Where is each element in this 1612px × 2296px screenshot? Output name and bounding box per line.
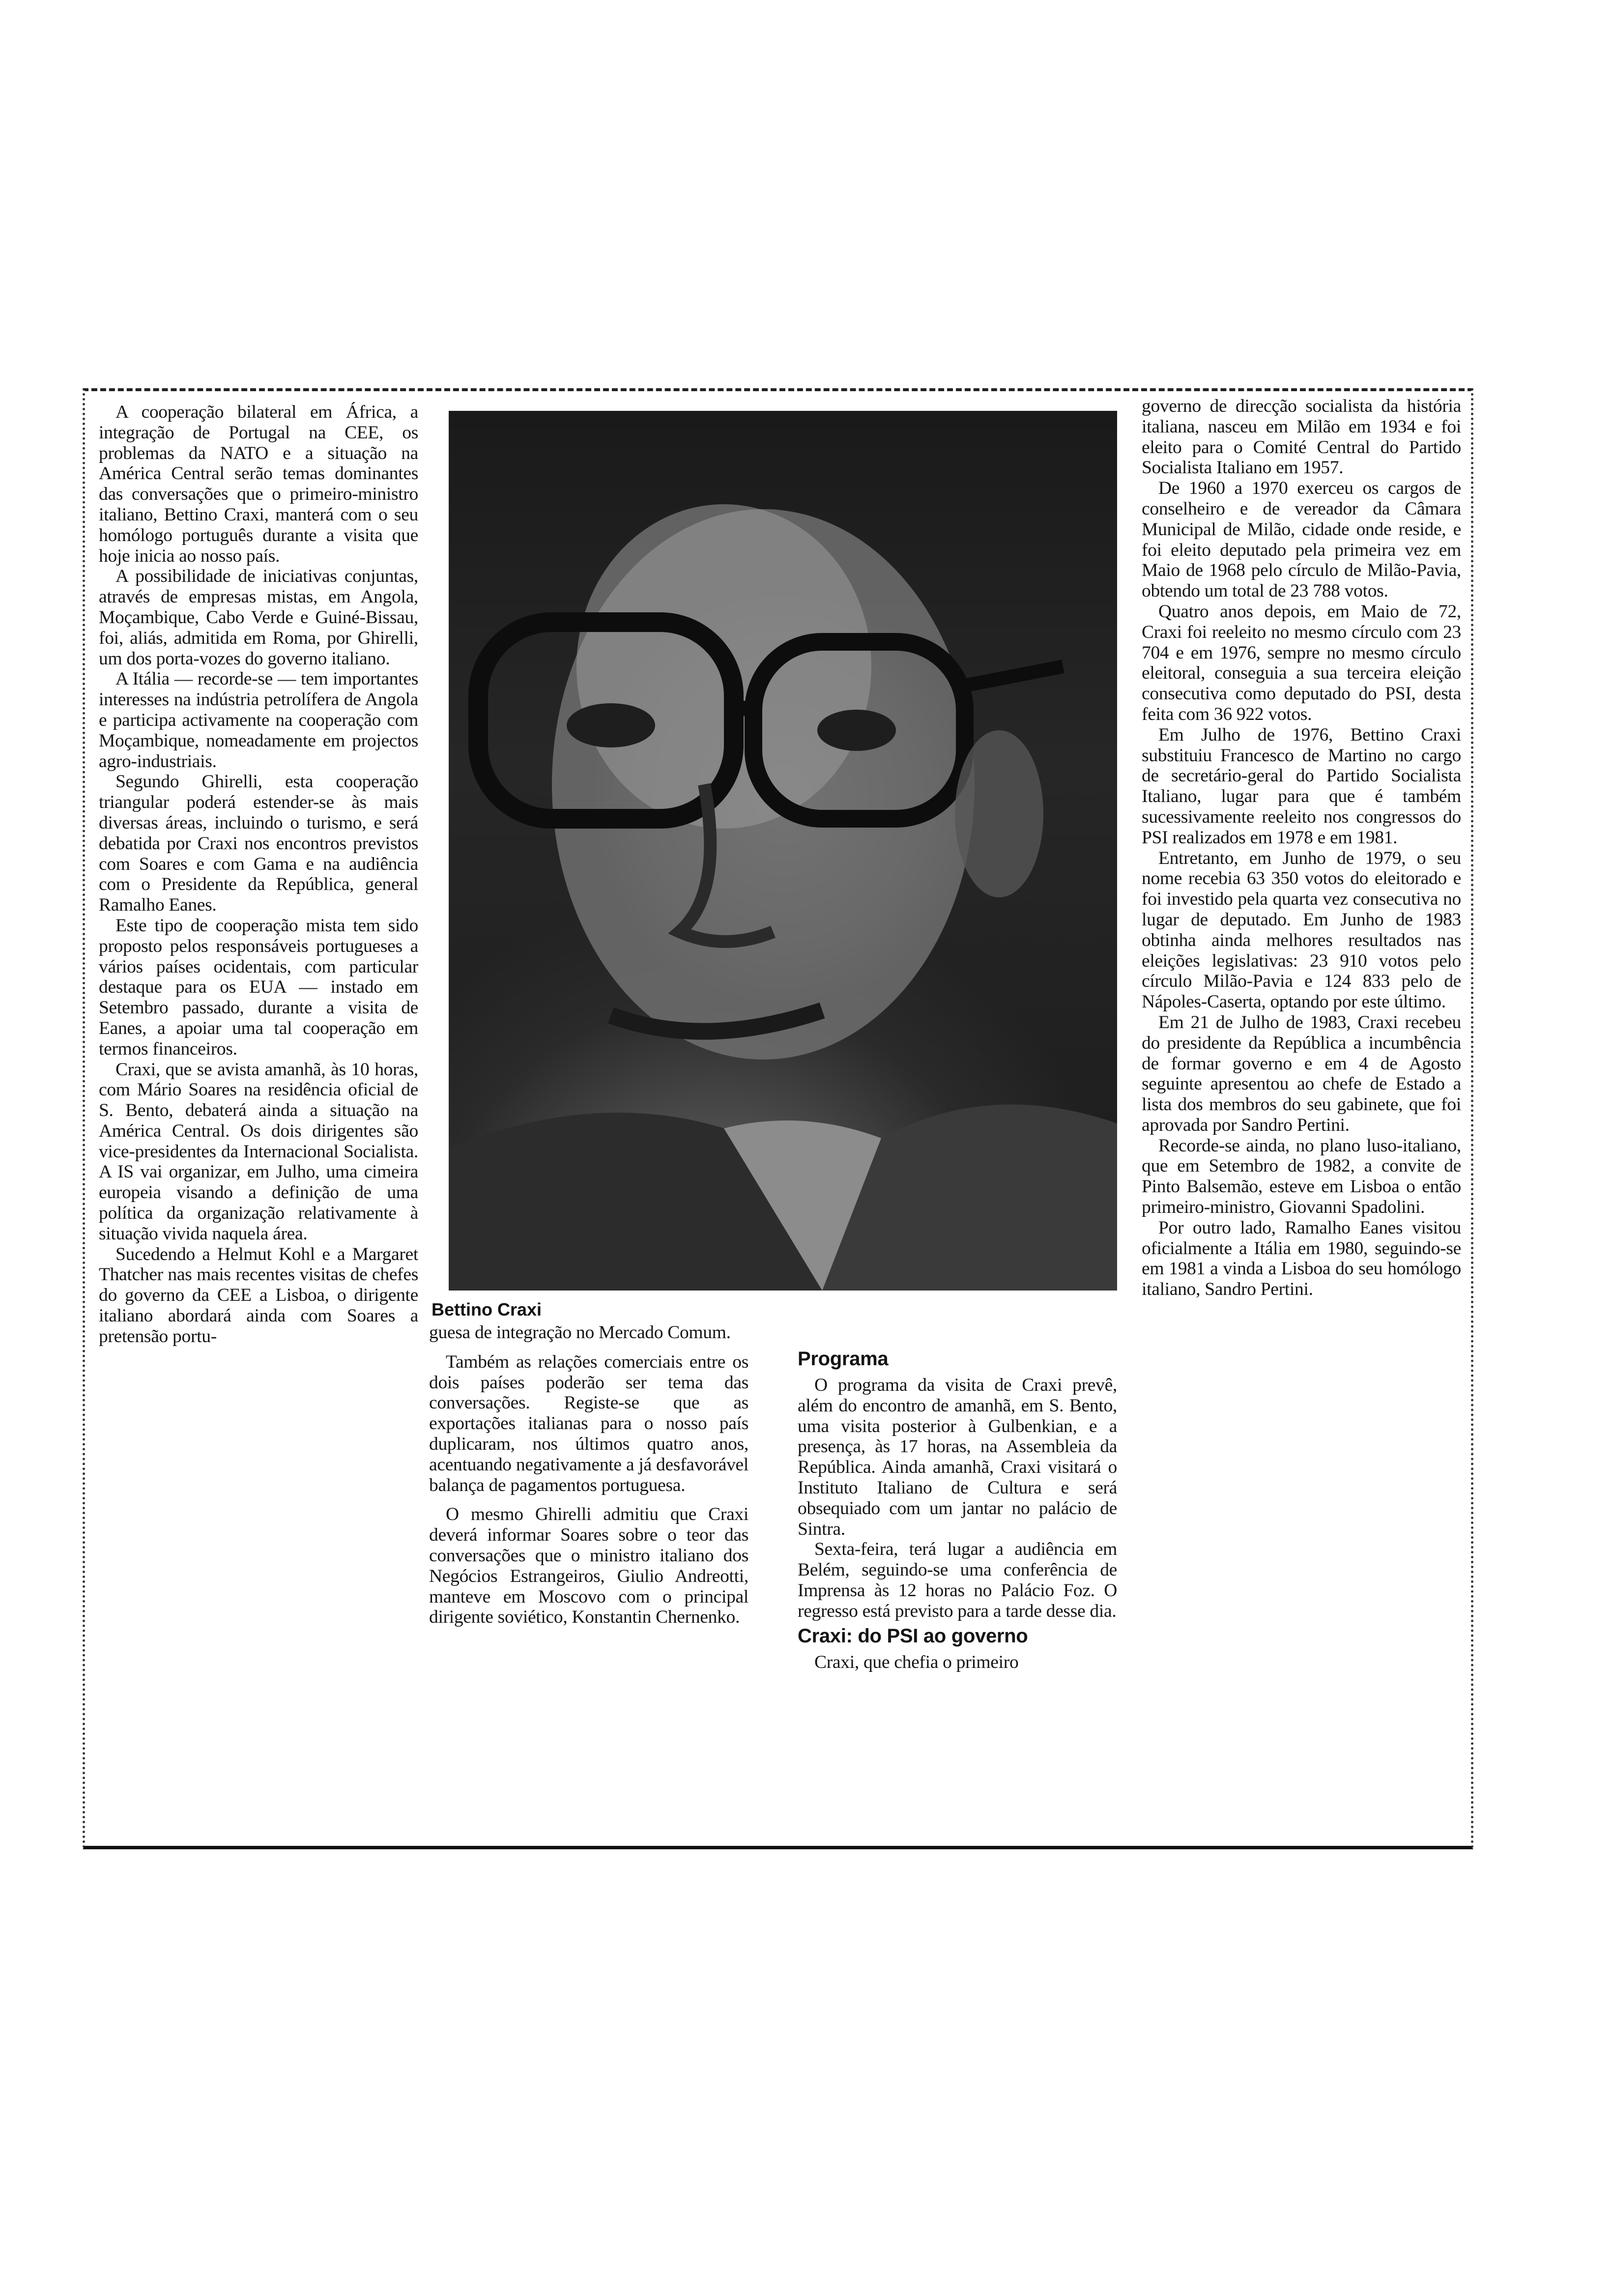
paragraph: Recorde-se ainda, no plano luso-italiano, que em Setembro de 1982, a convite de Pinto Balsemão, esteve em Lisboa o então primeiro-ministro, Giovanni Spadolini.: [1142, 1135, 1461, 1218]
paragraph: Sexta-feira, terá lugar a audiência em Belém, seguindo-se uma conferência de Imprensa às 12 horas no Palácio Foz. O regresso está previsto para a tarde desse dia.: [798, 1539, 1117, 1621]
newspaper-clipping: [83, 388, 1473, 1849]
paragraph: Por outro lado, Ramalho Eanes visitou oficialmente a Itália em 1980, seguindo-se em 1981 a vinda a Lisboa do seu homólogo italiano, Sandro Pertini.: [1142, 1217, 1461, 1300]
paragraph: O programa da visita de Craxi prevê, além do encontro de amanhã, em S. Bento, uma visita posterior à Gulbenkian, e a presença, às 17 horas, na Assembleia da República. Ainda amanhã, Craxi visitará o Instituto Italiano de Cultura e será obsequiado com um jantar no palácio de Sintra.: [798, 1375, 1117, 1539]
paragraph: Craxi, que se avista amanhã, às 10 horas, com Mário Soares na residência oficial de S. Bento, debaterá ainda a situação na América Central. Os dois dirigentes são vice-presidentes da Internacional Socialista. A IS vai organizar, em Julho, uma cimeira europeia visando a definição de uma política da organização relativamente à situação vivida naquela área.: [99, 1059, 418, 1244]
paragraph: Craxi, que chefia o primeiro: [814, 1652, 1019, 1672]
paragraph: De 1960 a 1970 exerceu os cargos de conselheiro e de vereador da Câmara Municipal de Milão, cidade onde reside, e foi eleito deputado pela primeira vez em Maio de 1968 pelo círculo de Milão-Pavia, obtendo um total de 23 788 votos.: [1142, 478, 1461, 602]
paragraph: A cooperação bilateral em África, a integração de Portugal na CEE, os problemas da NATO e a situação na América Central serão temas dominantes das conversações que o primeiro-ministro italiano, Bettino Craxi, manterá com o seu homólogo português durante a visita que hoje inicia ao nosso país.: [99, 402, 418, 566]
paragraph: Segundo Ghirelli, esta cooperação triangular poderá estender-se às mais diversas áreas, incluindo o turismo, e será debatida por Craxi nos encontros previstos com Soares e com Gama e na audiência com o Presidente da República, general Ramalho Eanes.: [99, 772, 418, 916]
article-column-4: [1142, 396, 1461, 1300]
paragraph: Em 21 de Julho de 1983, Craxi recebeu do presidente da República a incumbência de formar governo e em 4 de Agosto seguinte apresentou ao chefe de Estado a lista dos membros do seu gabinete, que foi aprovada por Sandro Pertini.: [1142, 1012, 1461, 1135]
section-heading-programa: Programa: [798, 1348, 889, 1370]
paragraph: Quatro anos depois, em Maio de 72, Craxi foi reeleito no mesmo círculo com 23 704 e em 1976, sempre no mesmo círculo eleitoral, conseguia a sua terceira eleição consecutiva como deputado do PSI, desta feita com 36 922 votos.: [1142, 601, 1461, 724]
paragraph: A Itália — recorde-se — tem importantes interesses na indústria petrolífera de Angola e participa activamente na cooperação com Moçambique, nomeadamente em projectos agro-industriais.: [99, 669, 418, 772]
portrait-photo: [449, 411, 1117, 1291]
article-column-2: [429, 1322, 748, 1628]
paragraph: Sucedendo a Helmut Kohl e a Margaret Thatcher nas mais recentes visitas de chefes do governo da CEE a Lisboa, o dirigente italiano abordará ainda com Soares a pretensão portu-: [99, 1244, 418, 1347]
paragraph: Este tipo de cooperação mista tem sido proposto pelos responsáveis portugueses a vários países ocidentais, com particular destaque para os EUA — instado em Setembro passado, durante a visita de Eanes, a apoiar uma tal cooperação em termos financeiros.: [99, 915, 418, 1059]
paragraph: Também as relações comerciais entre os dois países poderão ser tema das conversações. Registe-se que as exportações italianas para o nosso país duplicaram, nos últimos quatro anos, acentuando negativamente a já desfavorável balança de pagamentos portuguesa.: [429, 1351, 748, 1495]
paragraph: governo de direcção socialista da história italiana, nasceu em Milão em 1934 e foi eleito para o Comité Central do Partido Socialista Italiano em 1957.: [1142, 396, 1461, 478]
paragraph: O mesmo Ghirelli admitiu que Craxi deverá informar Soares sobre o teor das conversações que o ministro italiano dos Negócios Estrangeiros, Giulio Andreotti, manteve em Moscovo com o principal dirigente soviético, Konstantin Chernenko.: [429, 1504, 748, 1628]
section-heading-craxi: Craxi: do PSI ao governo: [798, 1625, 1028, 1647]
photo-caption: Bettino Craxi: [432, 1299, 542, 1320]
paragraph: guesa de integração no Mercado Comum.: [429, 1322, 731, 1343]
article-column-3: [798, 1345, 1117, 1672]
paragraph: Entretanto, em Junho de 1979, o seu nome recebia 63 350 votos do eleitorado e foi investido pela quarta vez consecutiva no lugar de deputado. Em Junho de 1983 obtinha ainda melhores resultados nas eleições legislativas: 23 910 votos pelo círculo Milão-Pavia e 124 833 pelo de Nápoles-Caserta, optando por este último.: [1142, 848, 1461, 1012]
paragraph: A possibilidade de iniciativas conjuntas, através de empresas mistas, em Angola, Moçambique, Cabo Verde e Guiné-Bissau, foi, aliás, admitida em Roma, por Ghirelli, um dos porta-vozes do governo italiano.: [99, 566, 418, 669]
article-column-1: [99, 402, 418, 1347]
paragraph: Em Julho de 1976, Bettino Craxi substituiu Francesco de Martino no cargo de secretário-geral do Partido Socialista Italiano, lugar para que é também sucessivamente reeleito nos congressos do PSI realizados em 1978 e em 1981.: [1142, 724, 1461, 848]
portrait-illustration: [449, 411, 1117, 1291]
